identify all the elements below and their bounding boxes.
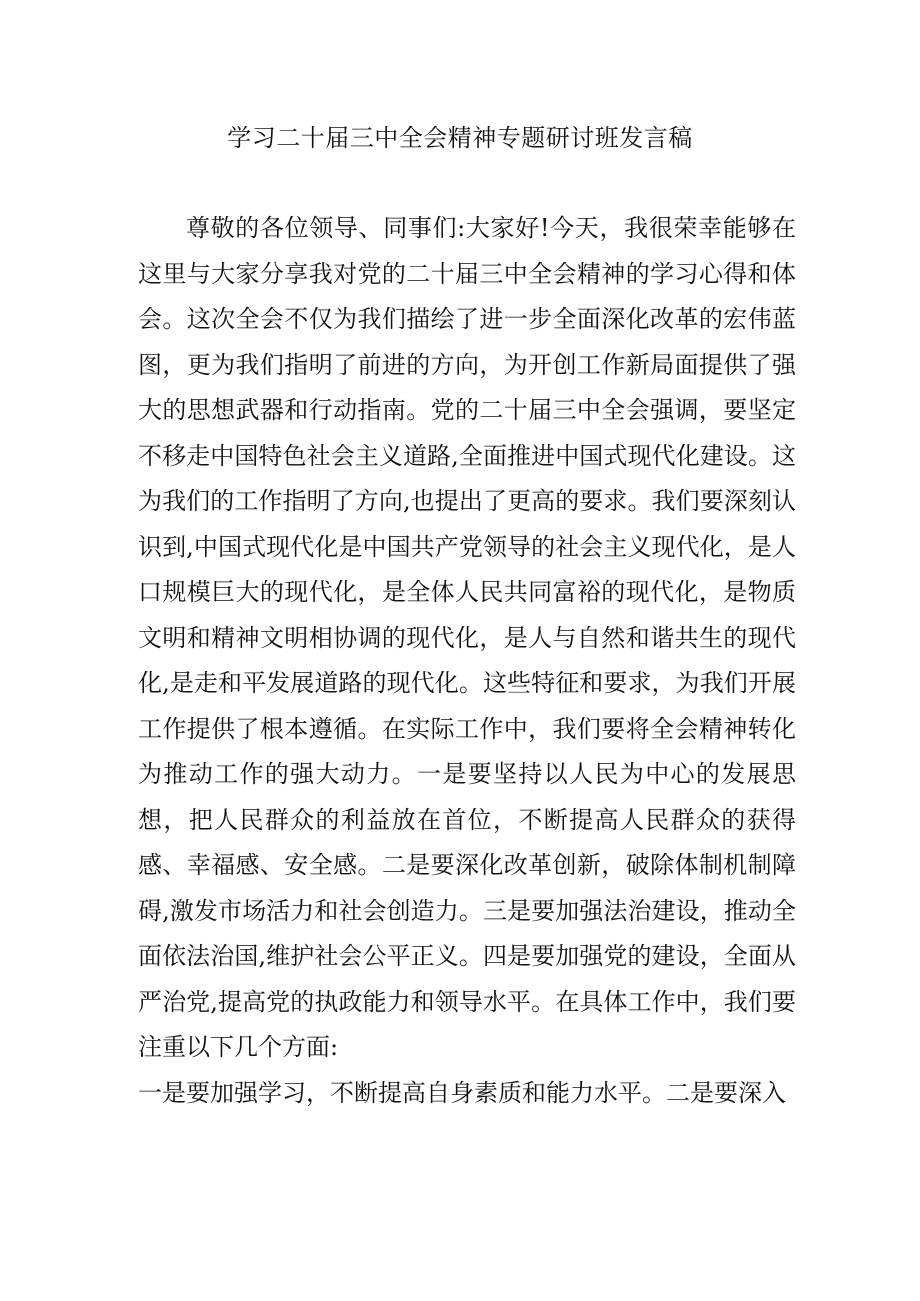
paragraph-opening: 尊敬的各位领导、同事们:大家好!今天，我很荣幸能够在这里与大家分享我对党的二十届三中全会精神的学习心得和体会。这次全会不仅为我们描绘了进一步全面深化改革的宏伟蓝图，更为我们指明了前进的方向，为开创工作新局面提供了强大的思想武器和行动指南。党的二十届三中全会强调，要坚定不移走中国特色社会主义道路,全面推进中国式现代化建设。这为我们的工作指明了方向,也提出了更高的要求。我们要深刻认识到,中国式现代化是中国共产党领导的社会主义现代化，是人口规模巨大的现代化，是全体人民共同富裕的现代化，是物质文明和精神文明相协调的现代化，是人与自然和谐共生的现代化,是走和平发展道路的现代化。这些特征和要求，为我们开展工作提供了根本遵循。在实际工作中，我们要将全会精神转化为推动工作的强大动力。一是要坚持以人民为中心的发展思想，把人民群众的利益放在首位，不断提高人民群众的获得感、幸福感、安全感。二是要深化改革创新，破除体制机制障碍,激发市场活力和社会创造力。三是要加强法治建设，推动全面依法治国,维护社会公平正义。四是要加强党的建设，全面从严治党,提高党的执政能力和领导水平。在具体工作中，我们要注重以下几个方面: (138, 214, 796, 1061)
document-body (138, 206, 796, 1116)
document-title: 学习二十届三中全会精神专题研讨班发言稿 (227, 124, 693, 152)
paragraph-first-point: 一是要加强学习，不断提高自身素质和能力水平。二是要深入 (138, 1078, 786, 1107)
